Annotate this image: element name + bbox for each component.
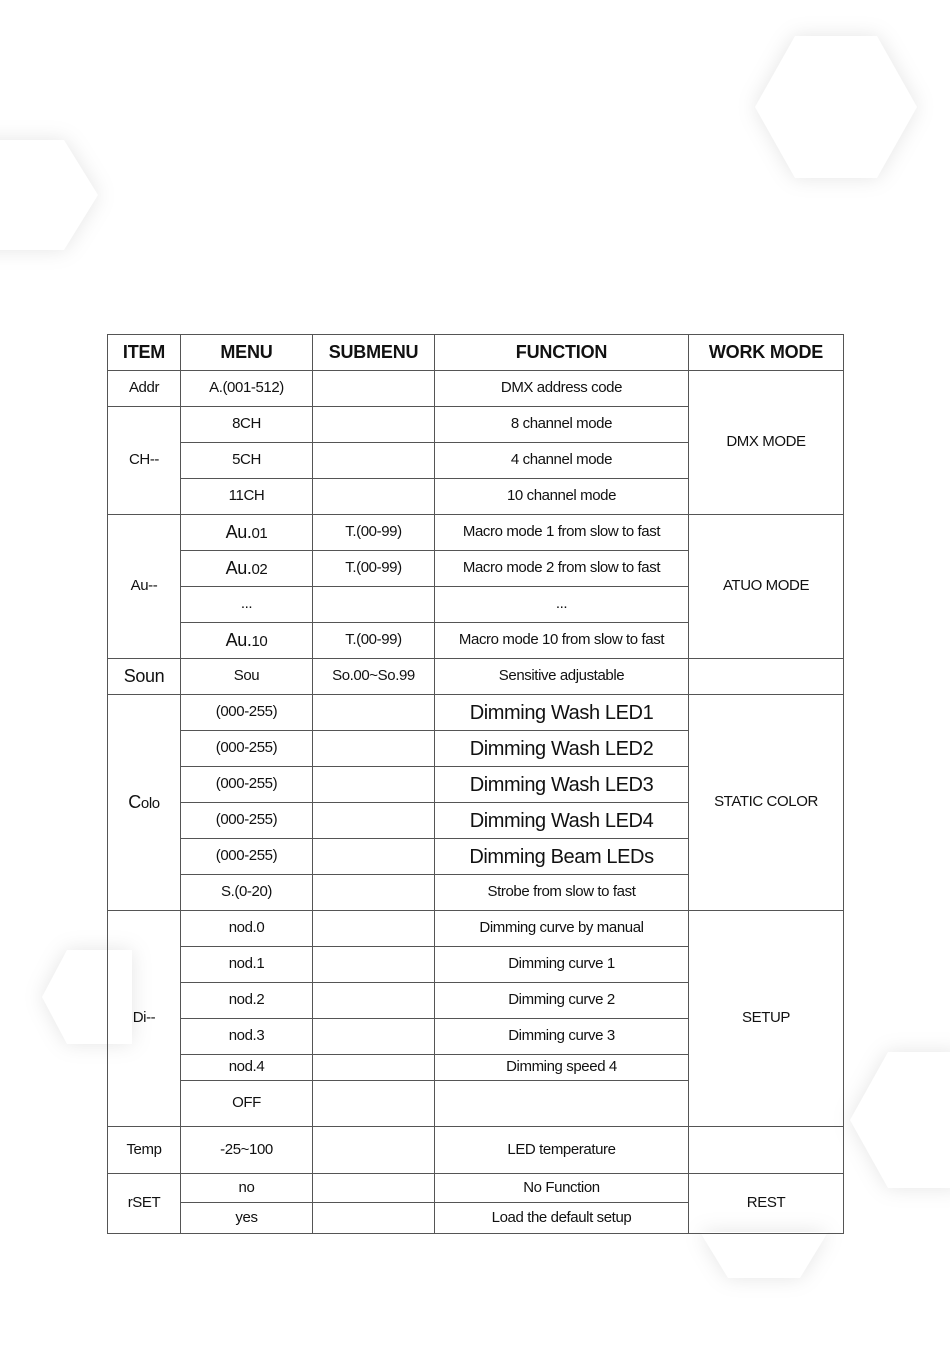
header-item: ITEM [108,335,181,371]
function-cell: ... [435,587,689,623]
submenu-cell [313,695,435,731]
item-cell: Soun [108,659,181,695]
menu-cell: (000-255) [181,803,313,839]
header-work-mode: WORK MODE [689,335,844,371]
header-submenu: SUBMENU [313,335,435,371]
submenu-cell [313,875,435,911]
function-cell: Dimming Wash LED3 [435,767,689,803]
au-prefix: Au. [225,629,252,650]
menu-cell: ... [181,587,313,623]
work-mode-cell: SETUP [689,911,844,1127]
menu-cell: -25~100 [181,1127,313,1174]
work-mode-cell: DMX MODE [689,371,844,515]
menu-cell: nod.1 [181,947,313,983]
submenu-cell [313,1127,435,1174]
submenu-cell [313,371,435,407]
submenu-cell [313,731,435,767]
menu-cell [181,551,313,587]
submenu-cell [313,1203,435,1234]
function-cell: Macro mode 2 from slow to fast [435,551,689,587]
item-cell: CH-- [108,407,181,515]
work-mode-cell: ATUO MODE [689,515,844,659]
menu-cell: no [181,1174,313,1203]
menu-cell: nod.0 [181,911,313,947]
table-row [108,695,844,731]
submenu-cell [313,479,435,515]
submenu-cell: T.(00-99) [313,551,435,587]
menu-cell: OFF [181,1081,313,1127]
hexagon-decoration-left [0,140,98,250]
menu-cell: 11CH [181,479,313,515]
header-menu: MENU [181,335,313,371]
colo-item-initial: C [128,791,141,812]
function-cell: DMX address code [435,371,689,407]
function-cell: 8 channel mode [435,407,689,443]
submenu-cell: So.00~So.99 [313,659,435,695]
submenu-cell [313,587,435,623]
menu-cell: (000-255) [181,767,313,803]
menu-cell: yes [181,1203,313,1234]
function-cell: Dimming Wash LED4 [435,803,689,839]
item-cell: rSET [108,1174,181,1234]
menu-cell [181,623,313,659]
table-header-row [108,335,844,371]
function-cell: Dimming curve 2 [435,983,689,1019]
submenu-cell [313,947,435,983]
menu-cell: nod.2 [181,983,313,1019]
table-row [108,1127,844,1174]
submenu-cell [313,911,435,947]
table-row [108,371,844,407]
table-row [108,515,844,551]
menu-cell: A.(001-512) [181,371,313,407]
work-mode-cell [689,659,844,695]
function-cell: Dimming curve by manual [435,911,689,947]
function-cell: Strobe from slow to fast [435,875,689,911]
work-mode-cell: STATIC COLOR [689,695,844,911]
submenu-cell [313,443,435,479]
submenu-cell [313,839,435,875]
function-cell: 10 channel mode [435,479,689,515]
function-cell: Dimming speed 4 [435,1055,689,1081]
table-row [108,659,844,695]
function-cell: 4 channel mode [435,443,689,479]
function-cell: Dimming Wash LED2 [435,731,689,767]
item-cell [108,695,181,911]
work-mode-cell: REST [689,1174,844,1234]
au-number: 10 [251,632,268,650]
submenu-cell: T.(00-99) [313,623,435,659]
submenu-cell [313,1019,435,1055]
submenu-cell [313,983,435,1019]
submenu-cell: T.(00-99) [313,515,435,551]
menu-cell: (000-255) [181,839,313,875]
menu-cell: nod.3 [181,1019,313,1055]
hexagon-decoration-top-right [755,36,917,178]
menu-cell: 8CH [181,407,313,443]
menu-cell: S.(0-20) [181,875,313,911]
function-cell: Sensitive adjustable [435,659,689,695]
menu-cell: Sou [181,659,313,695]
function-cell: No Function [435,1174,689,1203]
function-cell [435,1081,689,1127]
item-cell: Temp [108,1127,181,1174]
menu-cell: (000-255) [181,695,313,731]
function-cell: LED temperature [435,1127,689,1174]
submenu-cell [313,1174,435,1203]
item-cell: Addr [108,371,181,407]
submenu-cell [313,1081,435,1127]
submenu-cell [313,1055,435,1081]
function-cell: Macro mode 10 from slow to fast [435,623,689,659]
submenu-cell [313,767,435,803]
hexagon-decoration-bottom-right [850,1052,950,1188]
au-number: 02 [251,560,268,578]
menu-cell: nod.4 [181,1055,313,1081]
hexagon-decoration-bottom-center [700,1232,828,1278]
colo-item-rest: olo [140,794,160,812]
function-cell: Dimming Beam LEDs [435,839,689,875]
submenu-cell [313,803,435,839]
function-cell: Dimming curve 1 [435,947,689,983]
function-cell: Load the default setup [435,1203,689,1234]
table-row [108,911,844,947]
table-row [108,1174,844,1203]
menu-settings-table [107,334,844,1234]
function-cell: Dimming curve 3 [435,1019,689,1055]
item-cell: Au-- [108,515,181,659]
work-mode-cell [689,1127,844,1174]
function-cell: Dimming Wash LED1 [435,695,689,731]
au-prefix: Au. [225,557,252,578]
function-cell: Macro mode 1 from slow to fast [435,515,689,551]
item-cell: Di-- [108,911,181,1127]
header-function: FUNCTION [435,335,689,371]
au-number: 01 [251,524,268,542]
menu-cell [181,515,313,551]
menu-cell: (000-255) [181,731,313,767]
menu-cell: 5CH [181,443,313,479]
submenu-cell [313,407,435,443]
au-prefix: Au. [225,521,252,542]
